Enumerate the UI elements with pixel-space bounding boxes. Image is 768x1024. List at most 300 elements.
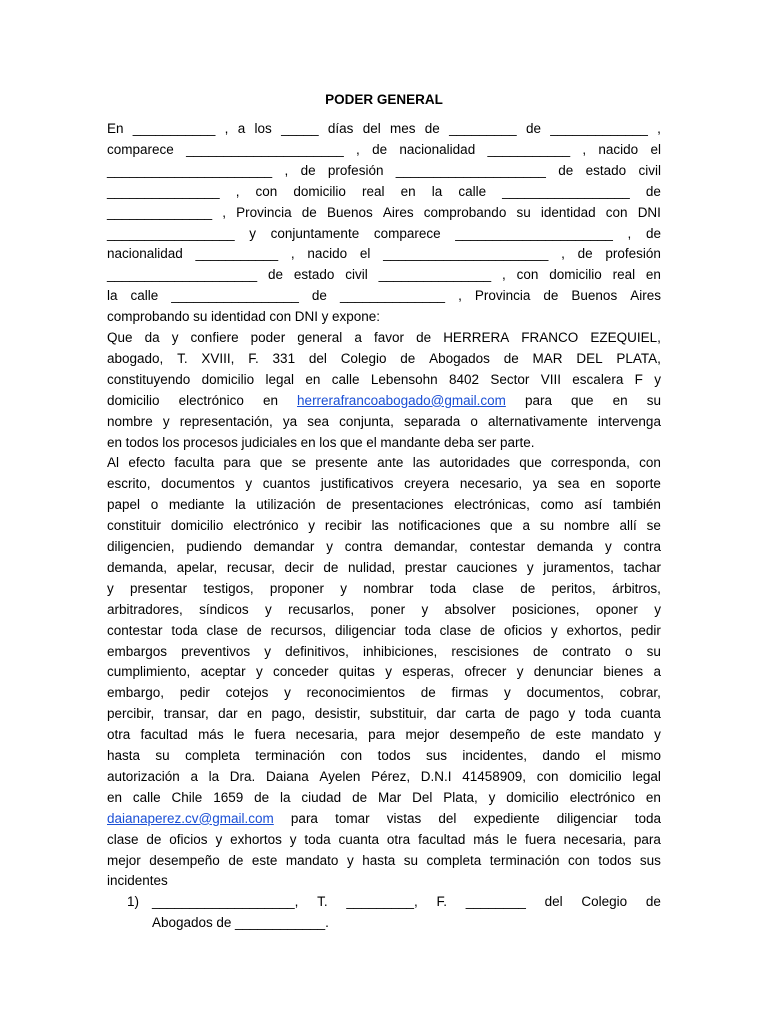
word: _______________: [107, 183, 220, 199]
word: pago,: [271, 706, 306, 722]
word: necesario,: [459, 476, 523, 492]
word: embargo,: [107, 685, 165, 701]
word: expediente: [473, 810, 540, 826]
word: clase: [439, 622, 472, 638]
word: del: [438, 810, 457, 826]
word: absolver: [444, 601, 496, 617]
word: más: [198, 727, 224, 743]
word: separada: [404, 413, 461, 429]
word: la: [235, 497, 246, 513]
text-line: [107, 452, 661, 473]
text-line: [107, 243, 661, 264]
word: para: [223, 455, 251, 471]
word: de: [228, 852, 244, 868]
word: para: [524, 392, 552, 408]
word: comparece: [373, 225, 441, 241]
word: en: [305, 371, 321, 387]
word: firmas: [451, 685, 489, 701]
word: los: [254, 121, 272, 136]
word: de: [420, 685, 436, 701]
word: constituir: [107, 518, 162, 534]
word: y: [289, 831, 297, 847]
word: legal: [265, 371, 295, 387]
word: de: [645, 183, 661, 199]
word: FRANCO: [521, 330, 579, 345]
word: electrónico: [178, 392, 244, 408]
word: 41458909,: [462, 768, 527, 784]
text-line: [107, 620, 661, 641]
word: conceder: [273, 664, 329, 680]
word: 1659: [213, 789, 244, 805]
word: sus: [639, 852, 661, 868]
word: su: [646, 392, 661, 408]
word: vistas: [386, 810, 422, 826]
word: de: [372, 141, 388, 157]
word: en: [645, 267, 661, 283]
email-link[interactable]: daianaperez.cv@gmail.com: [107, 810, 274, 826]
word: judiciales: [241, 434, 298, 450]
word: proponer: [269, 580, 324, 596]
word: ya: [282, 413, 298, 429]
word: Colegio: [581, 894, 628, 910]
word: su: [403, 852, 418, 868]
word: en: [645, 789, 661, 805]
word: ___________: [132, 121, 216, 136]
word: Aires: [630, 288, 661, 304]
word: alternativamente: [488, 413, 588, 429]
word: intervenga: [597, 413, 661, 429]
word: profesión: [605, 246, 661, 262]
word: Ayelen: [319, 768, 361, 784]
word: definitivos,: [285, 643, 349, 659]
word: y: [321, 309, 329, 325]
word: de: [525, 121, 541, 136]
word: DEL: [576, 350, 603, 366]
word: fuera: [525, 831, 556, 847]
word: PLATA,: [616, 350, 661, 366]
word: diligenciar: [556, 810, 618, 826]
word: esperas,: [402, 664, 455, 680]
word: y: [568, 706, 576, 722]
word: a: [237, 121, 246, 136]
word: todos: [125, 434, 159, 450]
word: calle: [132, 789, 161, 805]
word: carta: [465, 706, 496, 722]
word: de: [520, 580, 536, 596]
word: necesaria,: [563, 831, 626, 847]
text-line: [107, 536, 661, 557]
word: escrito,: [107, 476, 151, 492]
word: el: [366, 434, 377, 450]
word: _____________________: [455, 225, 613, 241]
word: se: [646, 518, 661, 534]
word: Mar: [377, 789, 402, 805]
word: y: [308, 518, 316, 534]
word: que: [490, 518, 513, 534]
word: MAR: [532, 350, 563, 366]
word: inhibiciones,: [363, 643, 438, 659]
word: documentos: [161, 476, 235, 492]
word: Aires: [382, 204, 414, 220]
word: Del: [412, 789, 433, 805]
word: poder: [250, 330, 286, 345]
word: el: [359, 246, 371, 262]
word: _________________: [171, 288, 299, 304]
word: y: [171, 330, 179, 345]
text-line: [107, 223, 661, 244]
word: representación,: [179, 413, 273, 429]
word: ,: [458, 288, 462, 304]
word: ____________________: [107, 267, 258, 283]
word: real: [362, 183, 385, 199]
word: a: [354, 330, 362, 345]
word: en: [300, 434, 316, 450]
text-line: [107, 703, 661, 724]
word: ante: [377, 455, 404, 471]
word: justificativos: [320, 476, 394, 492]
word: de: [323, 559, 339, 575]
word: días: [327, 121, 354, 136]
word: ofrecer: [464, 664, 507, 680]
word: mismo: [621, 748, 661, 763]
text-line: [107, 473, 661, 494]
word: desistir,: [314, 706, 361, 722]
word: civil: [345, 267, 368, 283]
word: domicilio: [107, 392, 160, 408]
word: ,: [561, 246, 565, 262]
word: ,: [222, 204, 227, 220]
word: demanda: [536, 539, 594, 554]
word: le: [233, 727, 245, 743]
word: con: [269, 309, 292, 325]
word: electrónico: [569, 789, 635, 805]
word: o: [150, 497, 159, 513]
word: del: [308, 350, 327, 366]
text-line: [107, 829, 661, 850]
word: con: [516, 267, 539, 283]
text-line: [107, 285, 661, 306]
text-line: [107, 306, 661, 327]
word: embargos: [107, 643, 168, 659]
word: de: [216, 915, 232, 931]
word: con: [568, 852, 590, 868]
word: en: [247, 706, 263, 722]
word: a: [653, 664, 661, 680]
word: posiciones,: [511, 601, 580, 617]
word: Lebensohn: [370, 371, 438, 387]
word: Dra.: [229, 768, 256, 784]
text-line: [107, 160, 661, 181]
word: nombrar: [363, 580, 414, 596]
word: que: [519, 455, 542, 471]
word: de: [146, 831, 162, 847]
word: D.N.I: [420, 768, 452, 784]
word: contra: [623, 539, 661, 554]
word: contra: [344, 539, 383, 554]
word: peritos,: [551, 580, 596, 596]
word: ______________: [339, 288, 446, 304]
word: que: [571, 392, 594, 408]
word: _________,: [346, 894, 418, 910]
word: F.: [436, 894, 448, 910]
word: mandato: [285, 852, 339, 868]
word: que: [340, 434, 363, 450]
word: este: [555, 727, 582, 743]
word: otra: [386, 831, 411, 847]
word: con: [340, 748, 363, 763]
word: el: [595, 748, 606, 763]
word: faculta: [174, 455, 215, 471]
word: demandar,: [394, 539, 458, 554]
word: todos: [598, 852, 632, 868]
word: en: [400, 183, 416, 199]
word: constituyendo: [107, 371, 191, 387]
word: recusar,: [226, 559, 275, 575]
word: los: [162, 434, 180, 450]
word: completa: [185, 748, 240, 763]
word: aceptar: [200, 664, 246, 680]
text-line: [107, 411, 661, 432]
word: de: [645, 225, 661, 241]
word: _________________: [502, 183, 630, 199]
word: de: [533, 643, 549, 659]
word: sus: [426, 748, 448, 763]
word: de: [254, 789, 270, 805]
word: terminación: [489, 852, 560, 868]
word: ____________.: [235, 915, 329, 931]
word: prestar: [404, 559, 447, 575]
text-line: [107, 118, 661, 139]
word: calle: [331, 371, 360, 387]
word: y: [284, 685, 291, 701]
word: ________: [465, 894, 526, 910]
word: clase: [107, 831, 139, 847]
word: recusarlos,: [288, 601, 355, 617]
text-line: [107, 850, 661, 871]
word: o: [470, 413, 478, 429]
word: oficios: [503, 622, 543, 638]
word: y: [488, 789, 496, 805]
word: y: [340, 580, 347, 596]
word: calle: [130, 288, 159, 304]
word: de: [400, 350, 416, 366]
text-line: [107, 661, 661, 682]
word: y: [516, 664, 524, 680]
word: para: [633, 831, 661, 847]
word: 331: [272, 350, 296, 366]
text-line: [107, 390, 661, 411]
word: XVIII,: [201, 350, 235, 366]
word: confiere: [190, 330, 239, 345]
word: notificaciones: [398, 518, 481, 534]
word: abogado,: [107, 350, 164, 366]
word: y: [264, 643, 272, 659]
text-line: [107, 724, 661, 745]
word: ______________: [107, 204, 213, 220]
word: y: [326, 539, 333, 554]
word: todos: [377, 748, 411, 763]
word: la: [431, 183, 443, 199]
word: se: [291, 455, 306, 471]
word: ,: [582, 141, 587, 157]
word: reconocimientos: [306, 685, 405, 701]
word: En: [107, 121, 124, 136]
word: la: [208, 768, 220, 784]
word: tomar: [335, 810, 370, 826]
word: poner: [370, 601, 406, 617]
word: Al: [107, 455, 120, 471]
word: recursos,: [270, 622, 327, 638]
word: domicilio: [170, 518, 224, 534]
word: ser: [477, 434, 497, 450]
word: y: [654, 371, 661, 387]
word: nombre: [107, 413, 153, 429]
word: VIII: [540, 371, 561, 387]
word: dando: [542, 748, 580, 763]
word: y: [265, 601, 272, 617]
word: y: [107, 580, 114, 596]
word: Plata,: [443, 789, 478, 805]
word: de: [352, 789, 368, 805]
word: general: [297, 330, 343, 345]
word: nacido: [598, 141, 639, 157]
word: legal: [632, 768, 661, 784]
word: T.: [317, 894, 328, 910]
word: para: [368, 727, 396, 743]
text-line: [107, 870, 661, 891]
word: toda: [404, 622, 431, 638]
word: de: [246, 622, 262, 638]
word: y: [604, 539, 612, 554]
word: mandante: [380, 434, 441, 450]
word: nombre: [563, 518, 610, 534]
word: este: [251, 852, 278, 868]
word: ___________: [195, 246, 279, 262]
word: de: [268, 267, 284, 283]
word: Abogados: [429, 350, 490, 366]
word: ,: [627, 225, 632, 241]
word: ___________________,: [152, 894, 299, 910]
word: diligenciar: [334, 622, 396, 638]
word: testigos,: [203, 580, 254, 596]
word: civil: [638, 162, 661, 178]
text-line: [107, 787, 661, 808]
word: contrato: [562, 643, 611, 659]
word: clase: [206, 622, 238, 638]
word: y: [162, 413, 170, 429]
word: DNI: [637, 204, 661, 220]
word: y: [504, 685, 511, 701]
word: pago: [529, 706, 560, 722]
word: corresponda,: [551, 455, 630, 471]
word: y: [654, 727, 661, 743]
word: comprobando: [107, 309, 190, 325]
word: deba: [443, 434, 475, 450]
word: mediante: [168, 497, 225, 513]
word: ,: [235, 183, 240, 199]
word: ya: [532, 476, 548, 492]
text-line: [107, 264, 661, 285]
text-line: [107, 348, 661, 369]
word: su: [193, 309, 208, 325]
word: recibir: [324, 518, 362, 534]
word: le: [506, 831, 518, 847]
word: en: [262, 392, 278, 408]
word: juramentos,: [543, 559, 614, 575]
word: de: [530, 727, 546, 743]
text-line: [107, 682, 661, 703]
word: ____________________: [395, 162, 546, 178]
word: soporte: [615, 476, 661, 492]
word: a: [190, 768, 198, 784]
word: su: [539, 518, 555, 534]
word: documentos,: [526, 685, 604, 701]
word: mandato: [591, 727, 644, 743]
word: conjunta,: [339, 413, 394, 429]
word: dar: [436, 706, 456, 722]
word: como: [540, 497, 574, 513]
document-title: PODER GENERAL: [325, 92, 443, 107]
word: en: [612, 392, 628, 408]
text-line: [152, 912, 661, 933]
word: Provincia: [236, 204, 292, 220]
word: profesión: [327, 162, 384, 178]
word: creyera: [404, 476, 450, 492]
word: Daiana: [265, 768, 309, 784]
word: y: [346, 852, 354, 868]
word: decir: [284, 559, 314, 575]
word: favor: [373, 330, 404, 345]
text-line: [107, 139, 661, 160]
word: necesaria,: [295, 727, 358, 743]
word: domicilio: [549, 267, 602, 283]
word: sea: [557, 476, 580, 492]
word: HERRERA: [443, 330, 510, 345]
word: Buenos: [326, 204, 373, 220]
word: T.: [177, 350, 188, 366]
word: mes: [390, 121, 416, 136]
word: Provincia: [474, 288, 531, 304]
word: efecto: [128, 455, 166, 471]
word: ,: [284, 162, 289, 178]
word: de: [503, 350, 519, 366]
word: _______________: [378, 267, 492, 283]
word: y: [421, 601, 429, 617]
word: mejor: [107, 852, 141, 868]
word: ___________: [487, 141, 571, 157]
word: quitas: [338, 664, 375, 680]
word: de: [479, 622, 496, 638]
word: denunciar: [533, 664, 594, 680]
word: 8402: [448, 371, 480, 387]
word: identidad: [211, 309, 266, 325]
word: de: [558, 162, 574, 178]
word: Pérez,: [371, 768, 411, 784]
word: expone:: [331, 309, 381, 325]
word: sea: [307, 413, 330, 429]
text-line: [107, 808, 661, 829]
email-link[interactable]: herrerafrancoabogado@gmail.com: [297, 392, 506, 408]
word: facultad: [418, 831, 466, 847]
word: y: [550, 622, 558, 638]
word: nulidad,: [347, 559, 396, 575]
text-line: [107, 432, 661, 453]
text-line: [152, 891, 661, 912]
word: estado: [293, 267, 335, 283]
word: de: [301, 204, 317, 220]
word: escalera: [572, 371, 624, 387]
word: los: [319, 434, 337, 450]
